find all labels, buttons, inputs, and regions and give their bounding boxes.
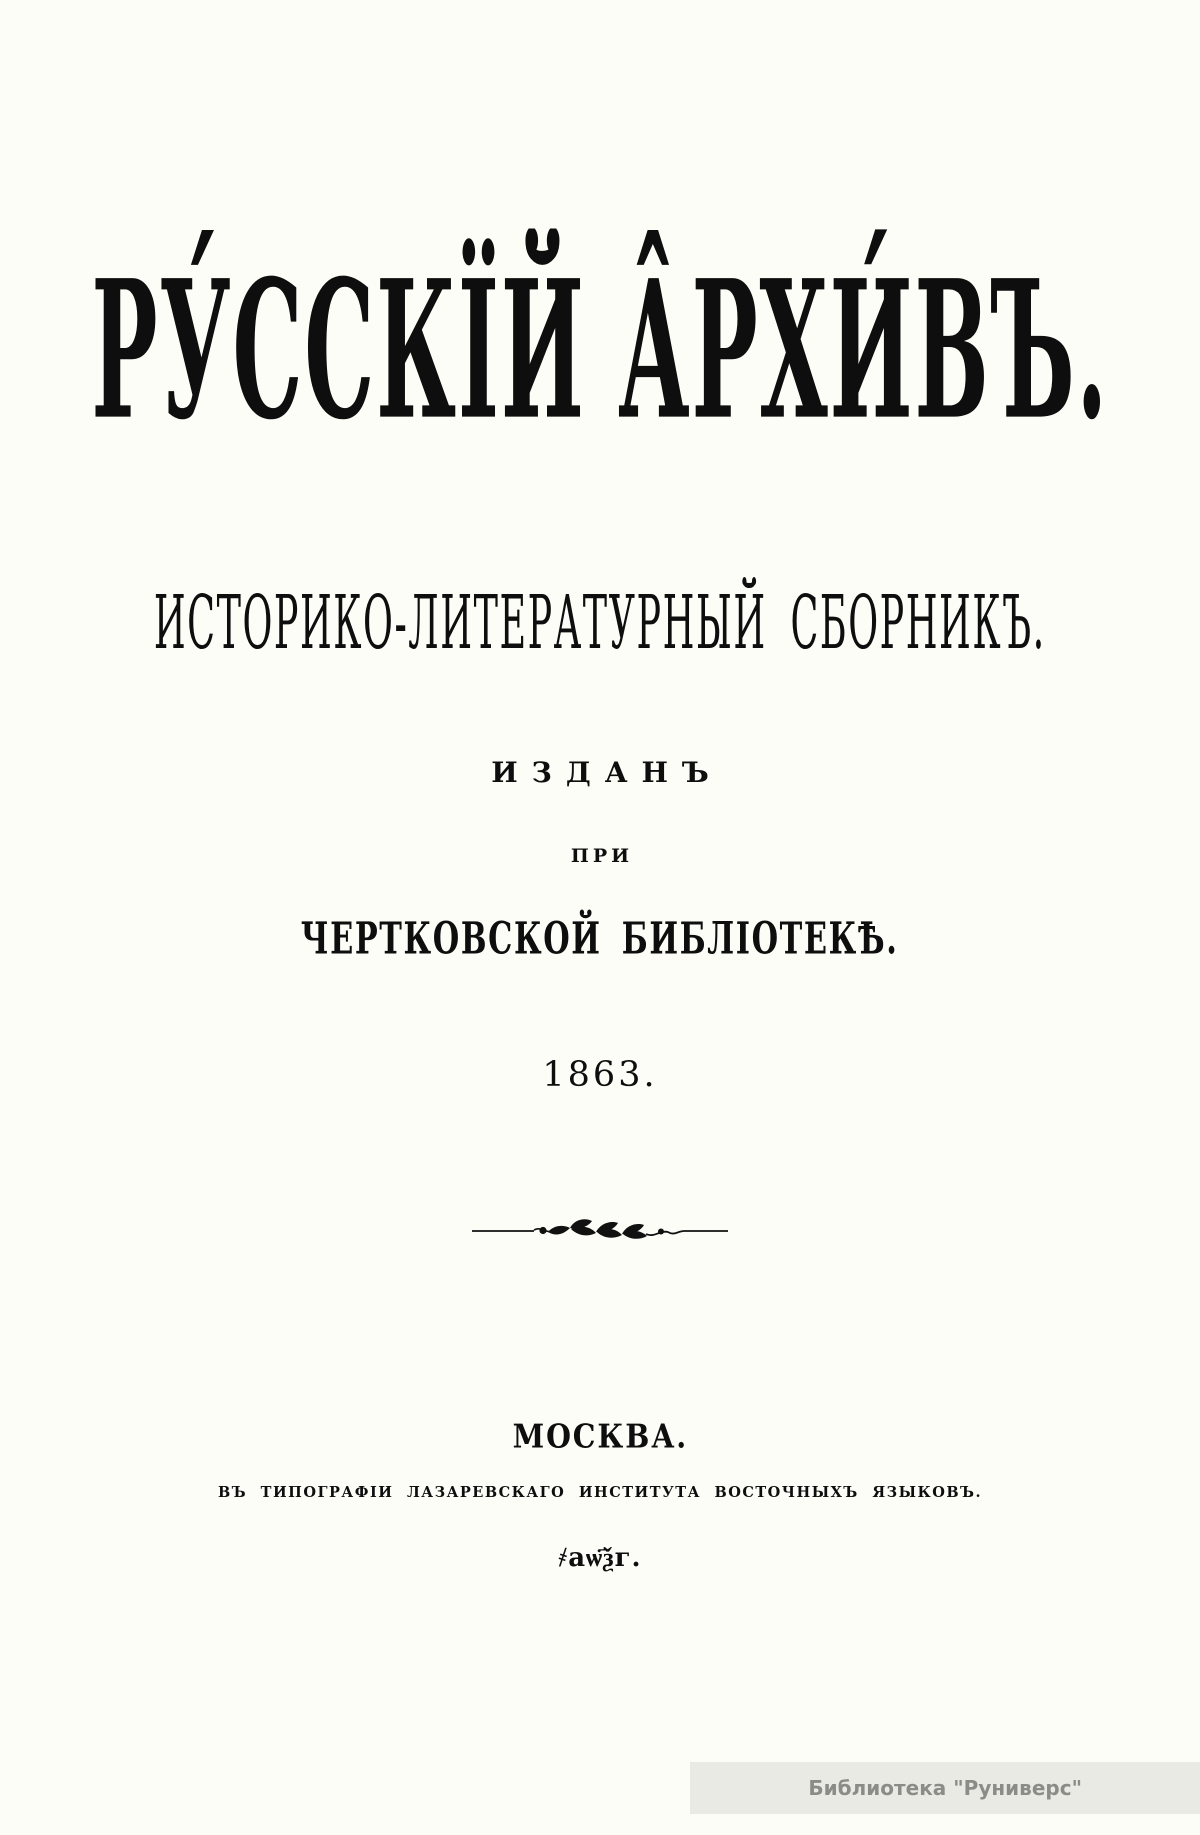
floral-vine-divider-icon [470,1214,730,1248]
edition-note: ИЗДАНЪ [491,756,723,789]
slavonic-numeral-year: ҂аѡ҃ѯг. [558,1543,642,1573]
city-name [0,1418,1200,1457]
runivers-watermark-bar [690,1762,1200,1814]
printer-imprint: ВЪ ТИПОГРАФІИ ЛАЗАРЕВСКАГО ИНСТИТУТА ВОСТОЧНЫХЪ ЯЗЫКОВЪ. [217,1484,983,1501]
runivers-watermark-label: Библиотека "Руниверс" [808,1776,1082,1800]
publication-year: 1863. [542,1055,658,1095]
floral-divider-ornament [0,1214,1200,1248]
library-name-text: ЧЕРТКОВСКОЙ БИБЛІОТЕКѢ. [301,912,899,964]
library-name [0,912,1200,964]
subtitle [0,580,1200,667]
page-title [0,238,1200,463]
subtitle-text: ИСТОРИКО-ЛИТЕРАТУРНЫЙ СБОРНИКЪ. [154,580,1046,667]
preposition-pri: ПРИ [570,845,634,867]
city-name-text: МОСКВА. [512,1418,688,1457]
page-title-text: РУ́ССКЇЙ А̂РХИ́ВЪ. [91,238,1109,463]
